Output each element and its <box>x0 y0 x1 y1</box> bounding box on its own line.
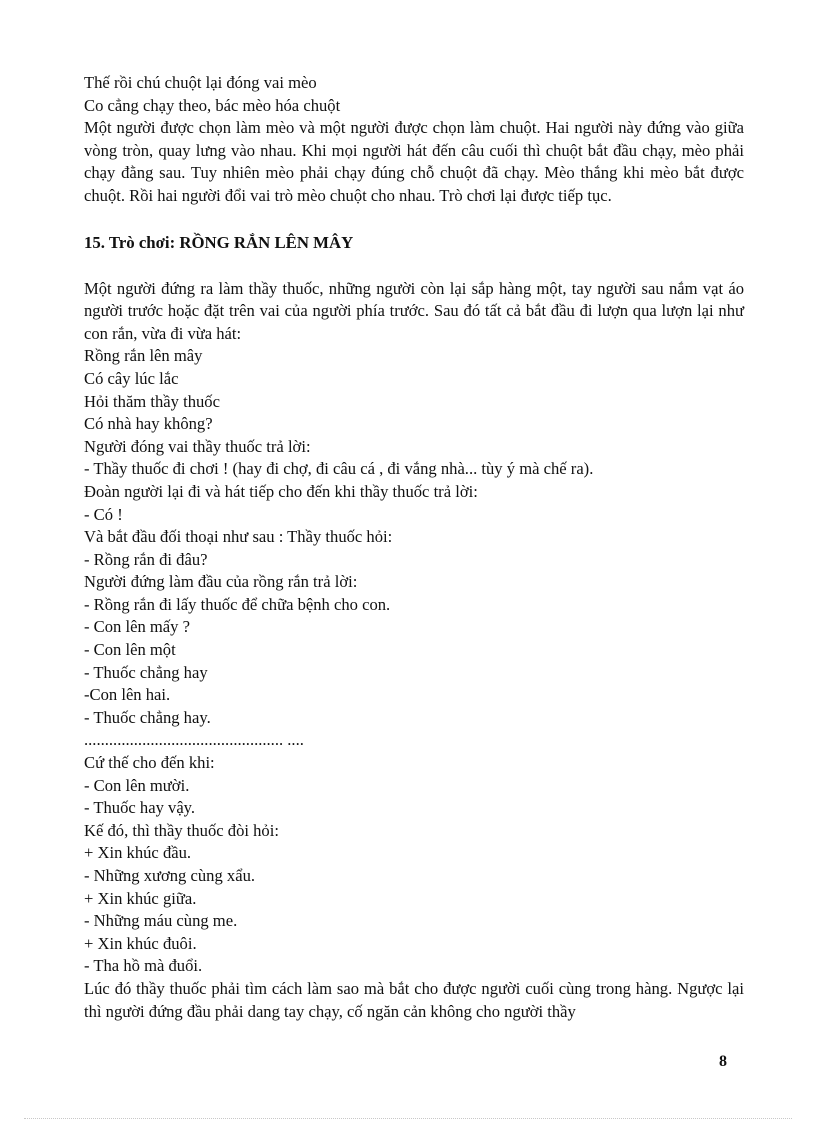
text-line: Rồng rắn lên mây <box>84 346 203 366</box>
text-line: -Con lên hai. <box>84 685 171 705</box>
text-line: - Rồng rắn đi đâu? <box>84 549 208 569</box>
ellipsis-line: ................................................ .... <box>84 730 304 750</box>
page-number: 8 <box>719 1053 727 1070</box>
intro-paragraph: Một người được chọn làm mèo và một người được chọn làm chuột. Hai người này đứng vào giữa vòng tròn, quay lưng vào nhau. Khi mọi người hát đến câu cuối thì chuột bắt đầu chạy, mèo phải chạy đằng sau. Tuy nhiên mèo phải chạy đúng chỗ chuột đã chạy. Mèo thắng khi mèo bắt được chuột. Rồi hai người đổi vai trò mèo chuột cho nhau. Trò chơi lại được tiếp tục. <box>84 118 744 205</box>
section-heading: 15. Trò chơi: RỒNG RẮN LÊN MÂY <box>84 232 354 252</box>
text-line: - Thuốc chẳng hay <box>84 662 208 682</box>
intro-line: Co cẳng chạy theo, bác mèo hóa chuột <box>84 95 341 115</box>
text-line: - Thuốc chẳng hay. <box>84 707 211 727</box>
section-paragraph: Một người đứng ra làm thầy thuốc, những người còn lại sắp hàng một, tay người sau nắm vạt áo người trước hoặc đặt trên vai của người phía trước. Sau đó tất cả bắt đầu đi lượn qua lượn lại như con rắn, vừa đi vừa hát: <box>84 278 744 343</box>
text-line: Có nhà hay không? <box>84 414 213 434</box>
text-line: + Xin khúc đầu. <box>84 843 192 863</box>
text-line: - Con lên một <box>84 640 176 660</box>
text-line: - Những xương cùng xẩu. <box>84 866 256 885</box>
text-line: + Xin khúc đuôi. <box>84 933 197 953</box>
text-line: - Những máu cùng me. <box>84 911 238 931</box>
closing-paragraph: Lúc đó thầy thuốc phải tìm cách làm sao mà bắt cho được người cuối cùng trong hàng. Ngược lại thì người đứng đầu phải dang tay chạy, cố ngăn cản không cho người thầy <box>84 978 744 1021</box>
intro-line: Thế rồi chú chuột lại đóng vai mèo <box>84 73 317 92</box>
text-line: + Xin khúc giữa. <box>84 888 197 908</box>
text-line: Và bắt đầu đối thoại như sau : Thầy thuốc hỏi: <box>84 527 393 547</box>
text-line: Người đứng làm đầu của rồng rắn trả lời: <box>84 572 358 592</box>
page-content <box>84 72 744 1023</box>
text-line: Cứ thế cho đến khi: <box>84 753 215 773</box>
text-line: - Thuốc hay vậy. <box>84 798 196 818</box>
text-line: - Tha hồ mà đuổi. <box>84 956 203 976</box>
text-line: - Thầy thuốc đi chơi ! (hay đi chợ, đi câu cá , đi vắng nhà... tùy ý mà chế ra). <box>84 459 594 479</box>
text-line: Hỏi thăm thầy thuốc <box>84 391 220 411</box>
text-line: Có cây lúc lắc <box>84 368 179 388</box>
dialogue-lines <box>84 345 744 978</box>
text-line: - Con lên mấy ? <box>84 617 190 637</box>
text-line: Đoàn người lại đi và hát tiếp cho đến khi thầy thuốc trả lời: <box>84 481 478 501</box>
text-line: - Con lên mười. <box>84 775 190 795</box>
page-bottom-divider <box>24 1118 792 1119</box>
text-line: - Có ! <box>84 504 123 524</box>
text-line: - Rồng rắn đi lấy thuốc để chữa bệnh cho con. <box>84 594 391 614</box>
text-line: Người đóng vai thầy thuốc trả lời: <box>84 436 311 456</box>
text-line: Kế đó, thì thầy thuốc đòi hỏi: <box>84 820 279 840</box>
